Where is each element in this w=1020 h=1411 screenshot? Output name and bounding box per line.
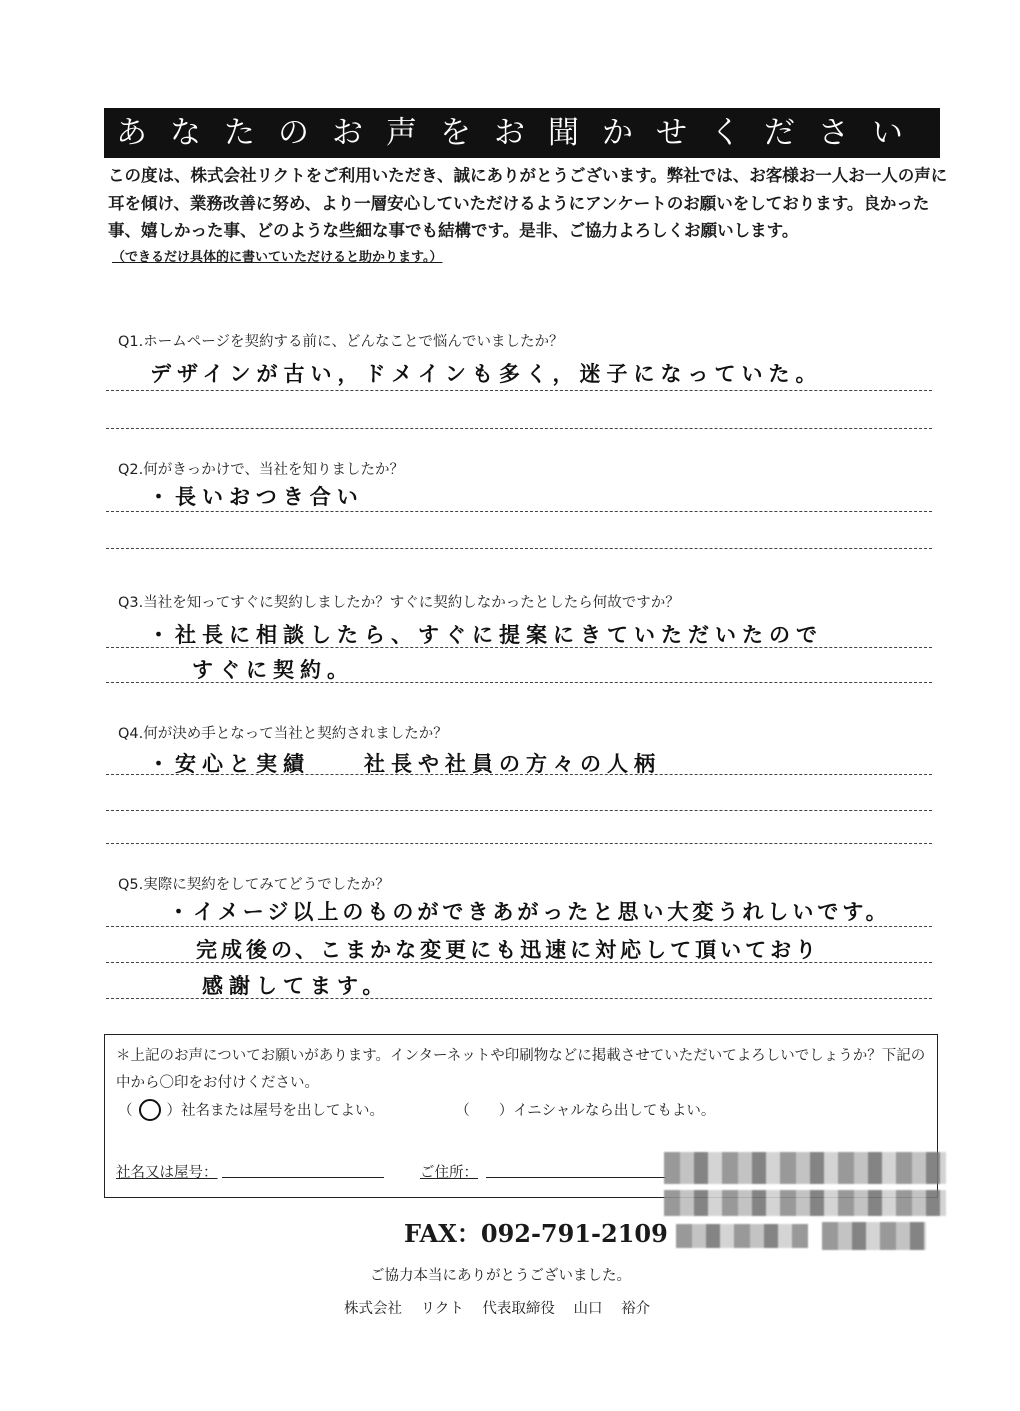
question-2: Q2.何がきっかけで、当社を知りましたか？ <box>118 462 404 478</box>
answer-line <box>106 810 932 811</box>
answer-line <box>106 682 932 683</box>
fax-number: FAX：092-791-2109 <box>404 1219 668 1248</box>
answer-line <box>106 843 932 844</box>
answer-5-line-1: ・イメージ以上のものができあがったと思い大変うれしいです。 <box>168 900 891 924</box>
answer-line <box>106 926 932 927</box>
question-4: Q4.何が決め手となって当社と契約されましたか？ <box>118 726 448 742</box>
company-signature: 株式会社 リクト 代表取締役 山口 裕介 <box>344 1301 651 1317</box>
circle-mark-icon <box>139 1099 161 1121</box>
company-field-line <box>222 1177 384 1178</box>
answer-1-line-1: デザインが古い，ドメインも多く，迷子になっていた。 <box>150 362 823 386</box>
answer-2-line-1: ・長いおつき合い <box>148 485 364 509</box>
intro-section <box>108 162 948 271</box>
answer-4-line-1: ・安心と実績 社長や社員の方々の人柄 <box>148 752 661 776</box>
intro-note: （できるだけ具体的に書いていただけると助かります。） <box>112 249 443 265</box>
answer-line <box>106 548 932 549</box>
question-3: Q3.当社を知ってすぐに契約しましたか？すぐに契約しなかったとしたら何故ですか？ <box>118 595 680 611</box>
redacted-name-block <box>664 1152 946 1184</box>
answer-line <box>106 390 932 391</box>
question-1: Q1.ホームページを契約する前に、どんなことで悩んでいましたか？ <box>118 334 564 350</box>
answer-line <box>106 647 932 648</box>
consent-options <box>118 1099 715 1123</box>
answer-5-line-3: 感謝してます。 <box>202 974 390 998</box>
option-1-open: （ <box>118 1103 133 1119</box>
consent-text: ＊上記のお声についてお願いがあります。インターネットや印刷物などに掲載させていただいてよろしいでしょうか？下記の中から〇印をお付けください。 <box>116 1048 926 1091</box>
page-title-bar <box>104 108 940 158</box>
answer-line <box>106 511 932 512</box>
redacted-phone-block <box>676 1224 808 1248</box>
address-field-label: ご住所： <box>420 1165 478 1181</box>
answer-line <box>106 774 932 775</box>
intro-paragraph: この度は、株式会社リクトをご利用いただき、誠にありがとうございます。弊社では、お客様お一人お一人の声に耳を傾け、業務改善に努め、より一層安心していただけるようにアンケートのお願いをしております。良かった事、嬉しかった事、どのような些細な事でも結構です。是非、ご協力よろしくお願いします。 <box>108 166 948 240</box>
redacted-address-block <box>664 1190 946 1216</box>
answer-line <box>106 962 932 963</box>
answer-3-line-1: ・社長に相談したら、すぐに提案にきていただいたので <box>148 623 823 647</box>
option-2-label: （ ）イニシャルなら出してもよい。 <box>455 1103 716 1119</box>
question-5: Q5.実際に契約をしてみてどうでしたか？ <box>118 877 390 893</box>
answer-line <box>106 428 932 429</box>
answer-3-line-2: すぐに契約。 <box>192 658 354 682</box>
answer-line <box>106 998 932 999</box>
answer-5-line-2: 完成後の、こまかな変更にも迅速に対応して頂いており <box>196 938 821 962</box>
page-title: あなたのお声をお聞かせください <box>116 115 926 151</box>
thanks-text: ご協力本当にありがとうございました。 <box>370 1268 631 1284</box>
option-1-label: ）社名または屋号を出してよい。 <box>166 1103 384 1119</box>
address-field-line <box>486 1177 666 1178</box>
redacted-extra-block <box>822 1222 926 1250</box>
company-field-label: 社名又は屋号： <box>116 1165 218 1181</box>
